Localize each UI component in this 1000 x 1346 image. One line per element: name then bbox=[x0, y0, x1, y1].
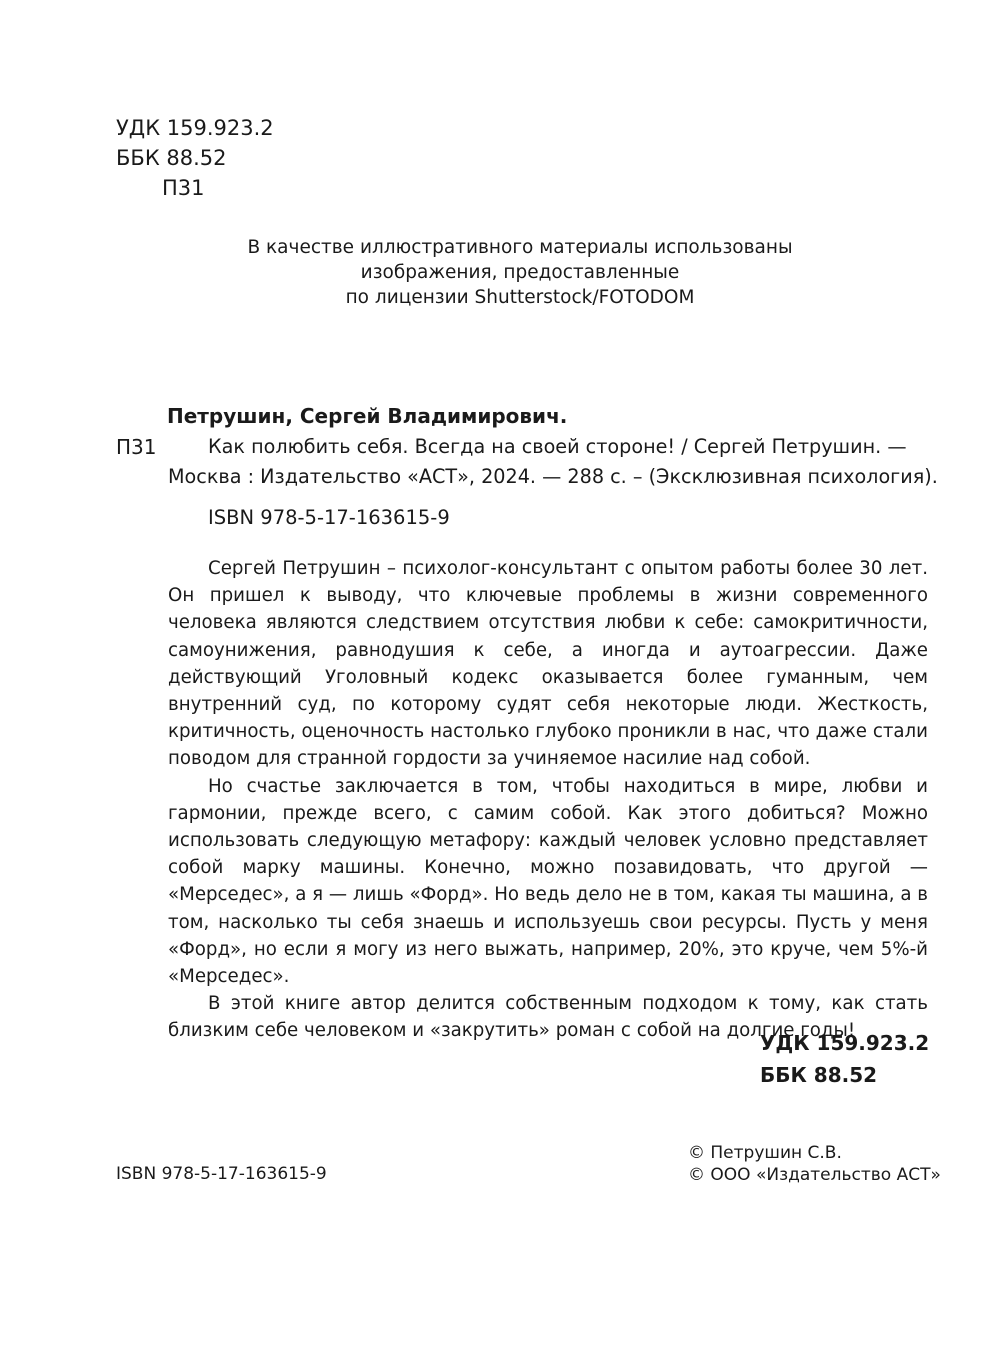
annotation-paragraph: Но счастье заключается в том, чтобы находиться в мире, любви и гармонии, прежде всего, с самим собой. Как этого добиться? Можно использовать следующую метафору: каждый человек условно представляет собой марку машины. Конечно, можно позавидовать, что другой — «Мерседес», а я — лишь «Форд». Но ведь дело не в том, какая ты машина, а в том, насколько ты себя знаешь и используешь свои ресурсы. Пусть у меня «Форд», но если я могу из него выжать, например, 20%, это круче, чем 5%-й «Мерседес». bbox=[168, 775, 928, 988]
illustration-credit-line: изображения, предоставленные bbox=[360, 262, 680, 283]
bbk-code: ББК 88.52 bbox=[116, 146, 227, 170]
classification-codes-top bbox=[116, 113, 274, 203]
udc-code-bold: УДК 159.923.2 bbox=[760, 1031, 930, 1055]
bibliographic-description bbox=[168, 432, 938, 492]
author-heading: Петрушин, Сергей Владимирович. bbox=[167, 404, 568, 428]
bibliographic-publication-line: Москва : Издательство «АСТ», 2024. — 288 с. – (Эксклюзивная психология). bbox=[168, 465, 938, 488]
copyright-author: © Петрушин С.В. bbox=[688, 1143, 842, 1163]
udc-code: УДК 159.923.2 bbox=[116, 116, 274, 140]
bibliographic-title-line: Как полюбить себя. Всегда на своей стороне! / Сергей Петрушин. — bbox=[208, 435, 907, 458]
copyright-block bbox=[688, 1142, 941, 1186]
annotation-paragraph: В этой книге автор делится собственным подходом к тому, как стать близким себе человеком и «закрутить» роман с собой на долгие годы! bbox=[168, 993, 928, 1042]
isbn: ISBN 978-5-17-163615-9 bbox=[208, 506, 450, 529]
illustration-credit-line: В качестве иллюстративного материалы использованы bbox=[247, 237, 793, 258]
isbn-footer: ISBN 978-5-17-163615-9 bbox=[116, 1164, 327, 1184]
copyright-publisher: © ООО «Издательство АСТ» bbox=[688, 1165, 941, 1185]
illustration-credit-line: по лицензии Shutterstock/FOTODOM bbox=[345, 287, 695, 308]
author-mark: П31 bbox=[162, 176, 205, 200]
illustration-credit bbox=[150, 235, 890, 310]
bbk-code-bold: ББК 88.52 bbox=[760, 1063, 878, 1087]
class-code: П31 bbox=[116, 435, 157, 459]
annotation-paragraph: Сергей Петрушин – психолог-консультант с опытом работы более 30 лет. Он пришел к выводу, что ключевые проблемы в жизни современного человека являются следствием отсутствия любви к себе: самокритичности, самоунижения, равнодушия к себе, а иногда и аутоагрессии. Даже действующий Уголовный кодекс оказывается более гуманным, чем внутренний суд, по которому судят себя некоторые люди. Жесткость, критичность, оценочность настолько глубоко проникли в нас, что даже стали поводом для странной гордости за учиняемое насилие над собой. bbox=[168, 558, 928, 770]
classification-codes-bottom bbox=[760, 1027, 929, 1091]
annotation bbox=[168, 555, 928, 1045]
